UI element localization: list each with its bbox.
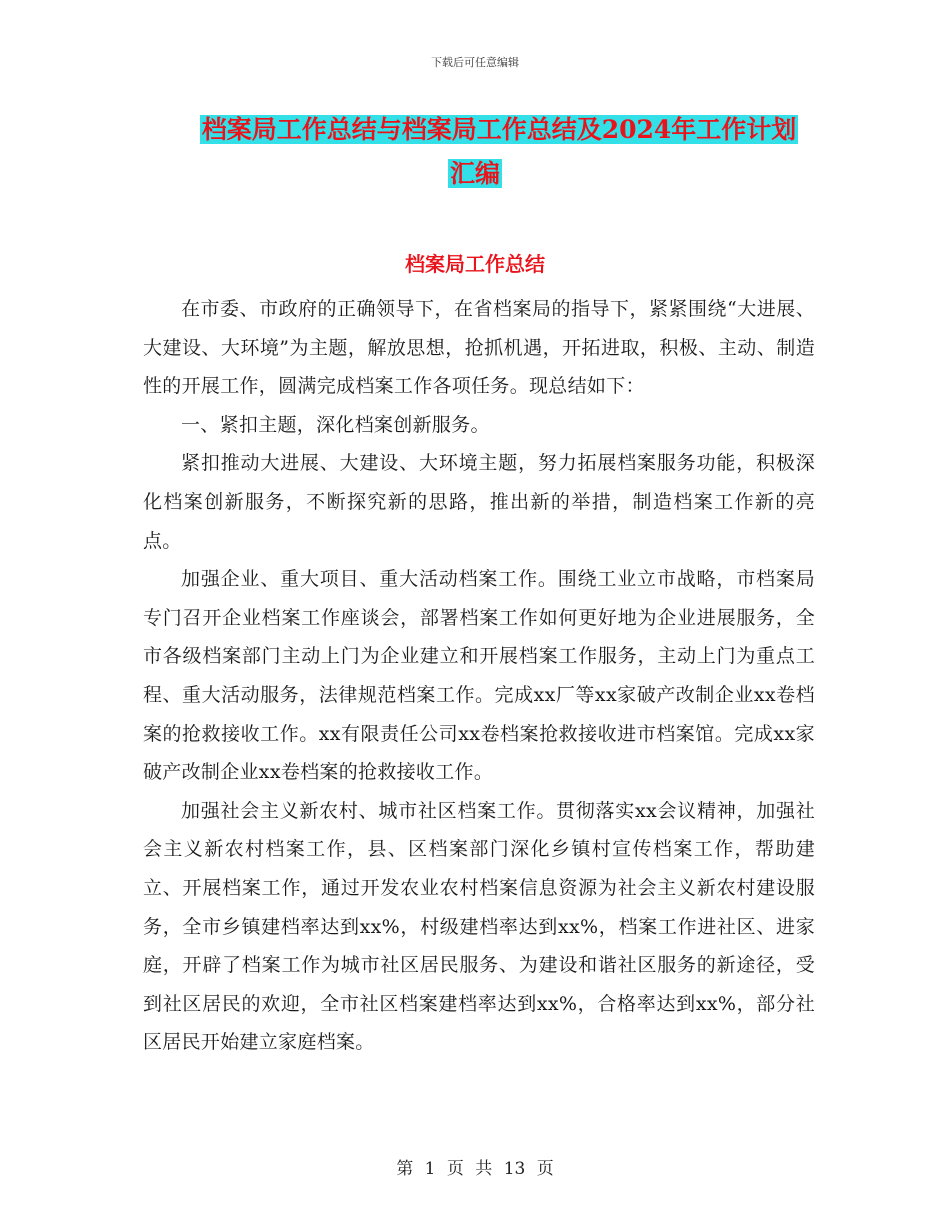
page-number: 第 1 页 共 13 页 bbox=[396, 1159, 554, 1179]
paragraph-innovation-service: 紧扣推动大进展、大建设、大环境主题，努力拓展档案服务功能，积极深化档案创新服务，不断探究新的思路，推出新的举措，制造档案工作新的亮点。 bbox=[143, 452, 815, 552]
document-title-line-2 bbox=[0, 154, 950, 194]
document-title-highlight-1: 档案局工作总结与档案局工作总结及2024年工作计划 bbox=[201, 115, 797, 144]
document-title-line-1 bbox=[0, 110, 950, 150]
section-heading: 档案局工作总结 bbox=[405, 252, 545, 276]
paragraph-section-one-heading: 一、紧扣主题，深化档案创新服务。 bbox=[181, 413, 490, 436]
paragraph-enterprise-archives: 加强企业、重大项目、重大活动档案工作。围绕工业立市战略，市档案局专门召开企业档案工作座谈会，部署档案工作如何更好地为企业进展服务，全市各级档案部门主动上门为企业建立和开展档案工作服务，主动上门为重点工程、重大活动服务，法律规范档案工作。完成xx厂等xx家破产改制企业xx卷档案的抢救接收工作。xx有限责任公司xx卷档案抢救接收进市档案馆。完成xx家破产改制企业xx卷档案的抢救接收工作。 bbox=[143, 568, 815, 784]
paragraph-rural-community-archives: 加强社会主义新农村、城市社区档案工作。贯彻落实xx会议精神，加强社会主义新农村档案工作，县、区档案部门深化乡镇村宣传档案工作，帮助建立、开展档案工作，通过开发农业农村档案信息资源为社会主义新农村建设服务，全市乡镇建档率达到xx%，村级建档率达到xx%，档案工作进社区、进家庭，开辟了档案工作为城市社区居民服务、为建设和谐社区服务的新途径，受到社区居民的欢迎，全市社区档案建档率达到xx%，合格率达到xx%，部分社区居民开始建立家庭档案。 bbox=[143, 799, 815, 1054]
paragraph-intro: 在市委、市政府的正确领导下，在省档案局的指导下，紧紧围绕“大进展、大建设、大环境”为主题，解放思想，抢抓机遇，开拓进取，积极、主动、制造性的开展工作，圆满完成档案工作各项任务。现总结如下： bbox=[143, 298, 815, 398]
document-title-highlight-2: 汇编 bbox=[449, 159, 500, 188]
header-note: 下载后可任意编辑 bbox=[431, 56, 519, 69]
document-body bbox=[143, 290, 815, 1062]
